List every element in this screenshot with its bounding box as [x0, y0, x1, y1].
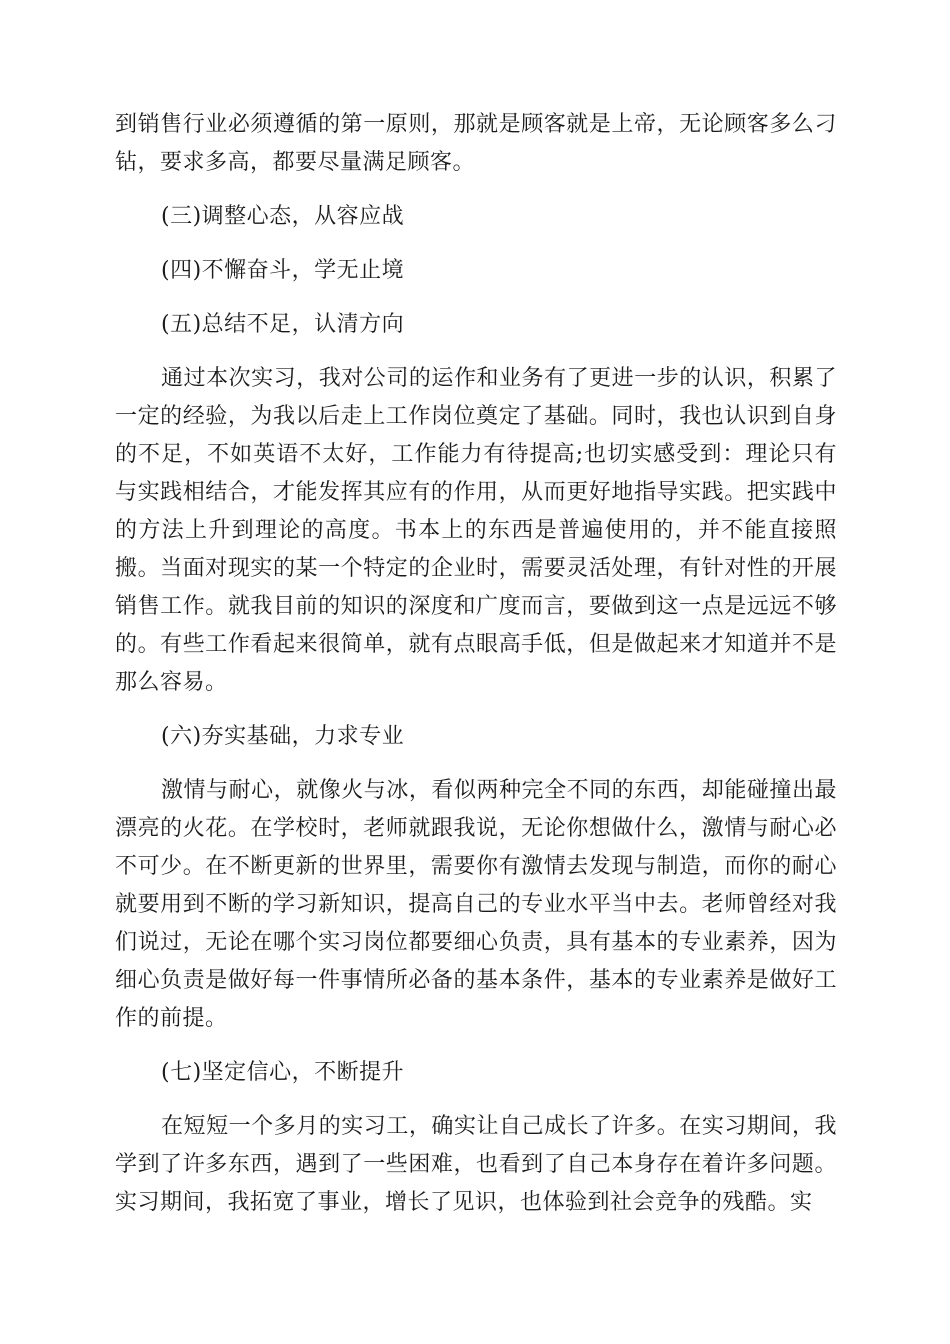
- paragraph-summary: 通过本次实习，我对公司的运作和业务有了更进一步的认识，积累了一定的经验，为我以后走上工作岗位奠定了基础。同时，我也认识到自身的不足，不如英语不太好，工作能力有待提高;也切实感受到：理论只有与实践相结合，才能发挥其应有的作用，从而更好地指导实践。把实践中的方法上升到理论的高度。书本上的东西是普遍使用的，并不能直接照搬。当面对现实的某一个特定的企业时，需要灵活处理，有针对性的开展销售工作。就我目前的知识的深度和广度而言，要做到这一点是远远不够的。有些工作看起来很简单，就有点眼高手低，但是做起来才知道并不是那么容易。: [115, 366, 837, 695]
- section-heading-7: (七)坚定信心，不断提升: [161, 1060, 405, 1085]
- paragraph-continued: 到销售行业必须遵循的第一原则，那就是顾客就是上帝，无论顾客多么刁钻，要求多高，都要尽量满足顾客。: [115, 112, 837, 175]
- paragraph-growth: 在短短一个多月的实习工，确实让自己成长了许多。在实习期间，我学到了许多东西，遇到了一些困难，也看到了自己本身存在着许多问题。实习期间，我拓宽了事业，增长了见识，也体验到社会竞争的残酷。实: [115, 1114, 837, 1215]
- section-heading-5: (五)总结不足，认清方向: [161, 312, 405, 337]
- section-heading-3: (三)调整心态，从容应战: [161, 204, 405, 229]
- section-heading-4: (四)不懈奋斗，学无止境: [161, 258, 405, 283]
- paragraph-passion: 激情与耐心，就像火与冰，看似两种完全不同的东西，却能碰撞出最漂亮的火花。在学校时，老师就跟我说，无论你想做什么，激情与耐心必不可少。在不断更新的世界里，需要你有激情去发现与制造，而你的耐心就要用到不断的学习新知识，提高自己的专业水平当中去。老师曾经对我们说过，无论在哪个实习岗位都要细心负责，具有基本的专业素养，因为细心负责是做好每一件事情所必备的基本条件，基本的专业素养是做好工作的前提。: [115, 778, 837, 1031]
- document-page: [115, 106, 837, 1222]
- section-heading-6: (六)夯实基础，力求专业: [161, 724, 405, 749]
